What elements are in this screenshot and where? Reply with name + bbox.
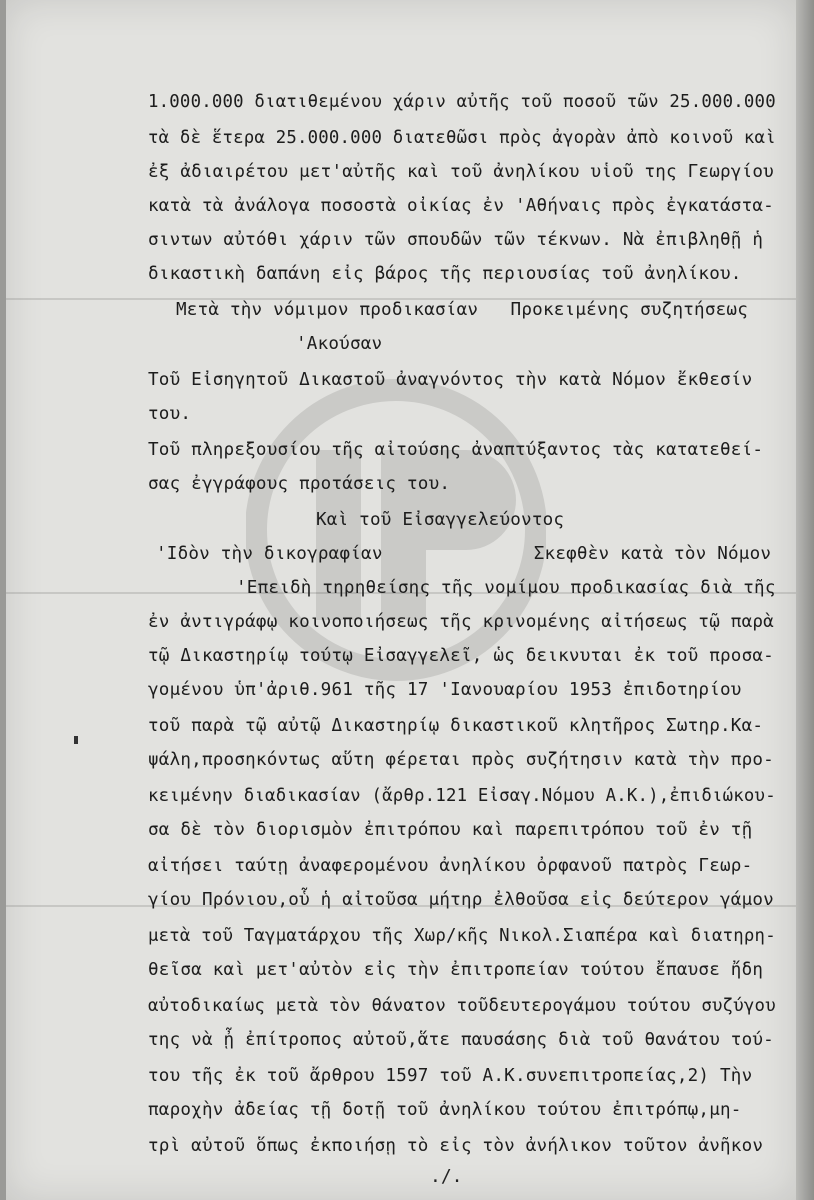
section-heading: 'Ακούσαν — [296, 334, 383, 354]
text-line: θεῖσα καὶ μετ'αὐτὸν εἰς τὴν ἐπιτροπείαν τούτου ἔπαυσε ἤδη — [148, 960, 764, 980]
text-line: τῷ Δικαστηρίῳ τούτῳ Εἰσαγγελεῖ, ὡς δεικνυται ἐκ τοῦ προσα- — [148, 646, 774, 666]
text-line: Μετὰ τὴν νόμιμον προδικασίαν Προκειμένης συζητήσεως — [176, 300, 748, 320]
scan-edge — [796, 0, 814, 1200]
text-line: γομένου ὑπ'ἀριθ.961 τῆς 17 'Ιανουαρίου 1953 ἐπιδοτηρίου — [148, 680, 742, 700]
text-line: ψάλη,προσηκόντως αὕτη φέρεται πρὸς συζήτησιν κατὰ τὴν προ- — [148, 750, 774, 770]
text-line: σας ἐγγράφους προτάσεις του. — [148, 474, 451, 494]
margin-mark — [74, 736, 78, 744]
text-line: της νὰ ᾖ ἐπίτροπος αὐτοῦ,ἅτε παυσάσης διὰ τοῦ θανάτου τού- — [148, 1030, 774, 1050]
text-line: δικαστικὴ δαπάνη εἰς βάρος τῆς περιουσίας τοῦ ἀνηλίκου. — [148, 264, 742, 284]
text-line: μετὰ τοῦ Ταγματάρχου τῆς Χωρ/κῆς Νικολ.Σιαπέρα καὶ διατηρη- — [148, 926, 776, 946]
text-line: τοῦ παρὰ τῷ αὐτῷ Δικαστηρίῳ δικαστικοῦ κλητῆρος Σωτηρ.Κα- — [148, 716, 764, 736]
text-line: σα δὲ τὸν διορισμὸν ἐπιτρόπου καὶ παρεπιτρόπου τοῦ ἐν τῇ — [148, 820, 753, 840]
text-line: γίου Πρόνιου,οὗ ἡ αἰτοῦσα μήτηρ ἐλθοῦσα εἰς δεύτερον γάμον — [148, 890, 774, 910]
text-line: 'Επειδὴ τηρηθείσης τῆς νομίμου προδικασίας διὰ τῆς — [236, 578, 776, 598]
text-line: 'Ιδὸν τὴν δικογραφίαν Σκεφθὲν κατὰ τὸν Νόμον — [156, 544, 772, 564]
text-line: αὐτοδικαίως μετὰ τὸν θάνατον τοῦδευτερογάμου τούτου συζύγου — [148, 996, 776, 1016]
text-line: παροχὴν ἀδείας τῇ δοτῇ τοῦ ἀνηλίκου τούτου ἐπιτρόπῳ,μη- — [148, 1100, 742, 1120]
section-heading: Καὶ τοῦ Εἰσαγγελεύοντος — [316, 510, 565, 530]
text-line: Τοῦ πληρεξουσίου τῆς αἰτούσης ἀναπτύξαντος τὰς κατατεθεί- — [148, 440, 764, 460]
text-line: κειμένην διαδικασίαν (ἄρθρ.121 Εἰσαγ.Νόμου Α.Κ.),ἐπιδιώκου- — [148, 786, 776, 806]
document-page — [6, 0, 796, 1200]
text-line: τρὶ αὐτοῦ ὅπως ἐκποιήσῃ τὸ εἰς τὸν ἀνήλικον τοῦτον ἀνῆκον — [148, 1136, 764, 1156]
text-line: ἐξ ἀδιαιρέτου μετ'αὐτῆς καὶ τοῦ ἀνηλίκου υἱοῦ της Γεωργίου — [148, 162, 774, 182]
text-line: Τοῦ Εἰσηγητοῦ Δικαστοῦ ἀναγνόντος τὴν κατὰ Νόμον ἔκθεσίν — [148, 370, 753, 390]
text-line: 1.000.000 διατιθεμένου χάριν αὐτῆς τοῦ ποσοῦ τῶν 25.000.000 — [148, 92, 776, 112]
text-line: τὰ δὲ ἕτερα 25.000.000 διατεθῶσι πρὸς ἀγορὰν ἀπὸ κοινοῦ καὶ — [148, 128, 776, 148]
text-line: αἰτήσει ταύτῃ ἀναφερομένου ἀνηλίκου ὀρφανοῦ πατρὸς Γεωρ- — [148, 856, 753, 876]
text-line: του. — [148, 404, 192, 424]
text-line: του τῆς ἐκ τοῦ ἄρθρου 1597 τοῦ Α.Κ.συνεπιτροπείας,2) Τὴν — [148, 1066, 753, 1086]
text-line: κατὰ τὰ ἀνάλογα ποσοστὰ οἰκίας ἐν 'Αθήναις πρὸς ἐγκατάστα- — [148, 196, 774, 216]
continuation-mark: ./. — [430, 1166, 463, 1187]
text-line: ἐν ἀντιγράφῳ κοινοποιήσεως τῆς κρινομένης αἰτήσεως τῷ παρὰ — [148, 612, 774, 632]
text-line: σιντων αὐτόθι χάριν τῶν σπουδῶν τῶν τέκνων. Νὰ ἐπιβληθῇ ἡ — [148, 230, 764, 250]
